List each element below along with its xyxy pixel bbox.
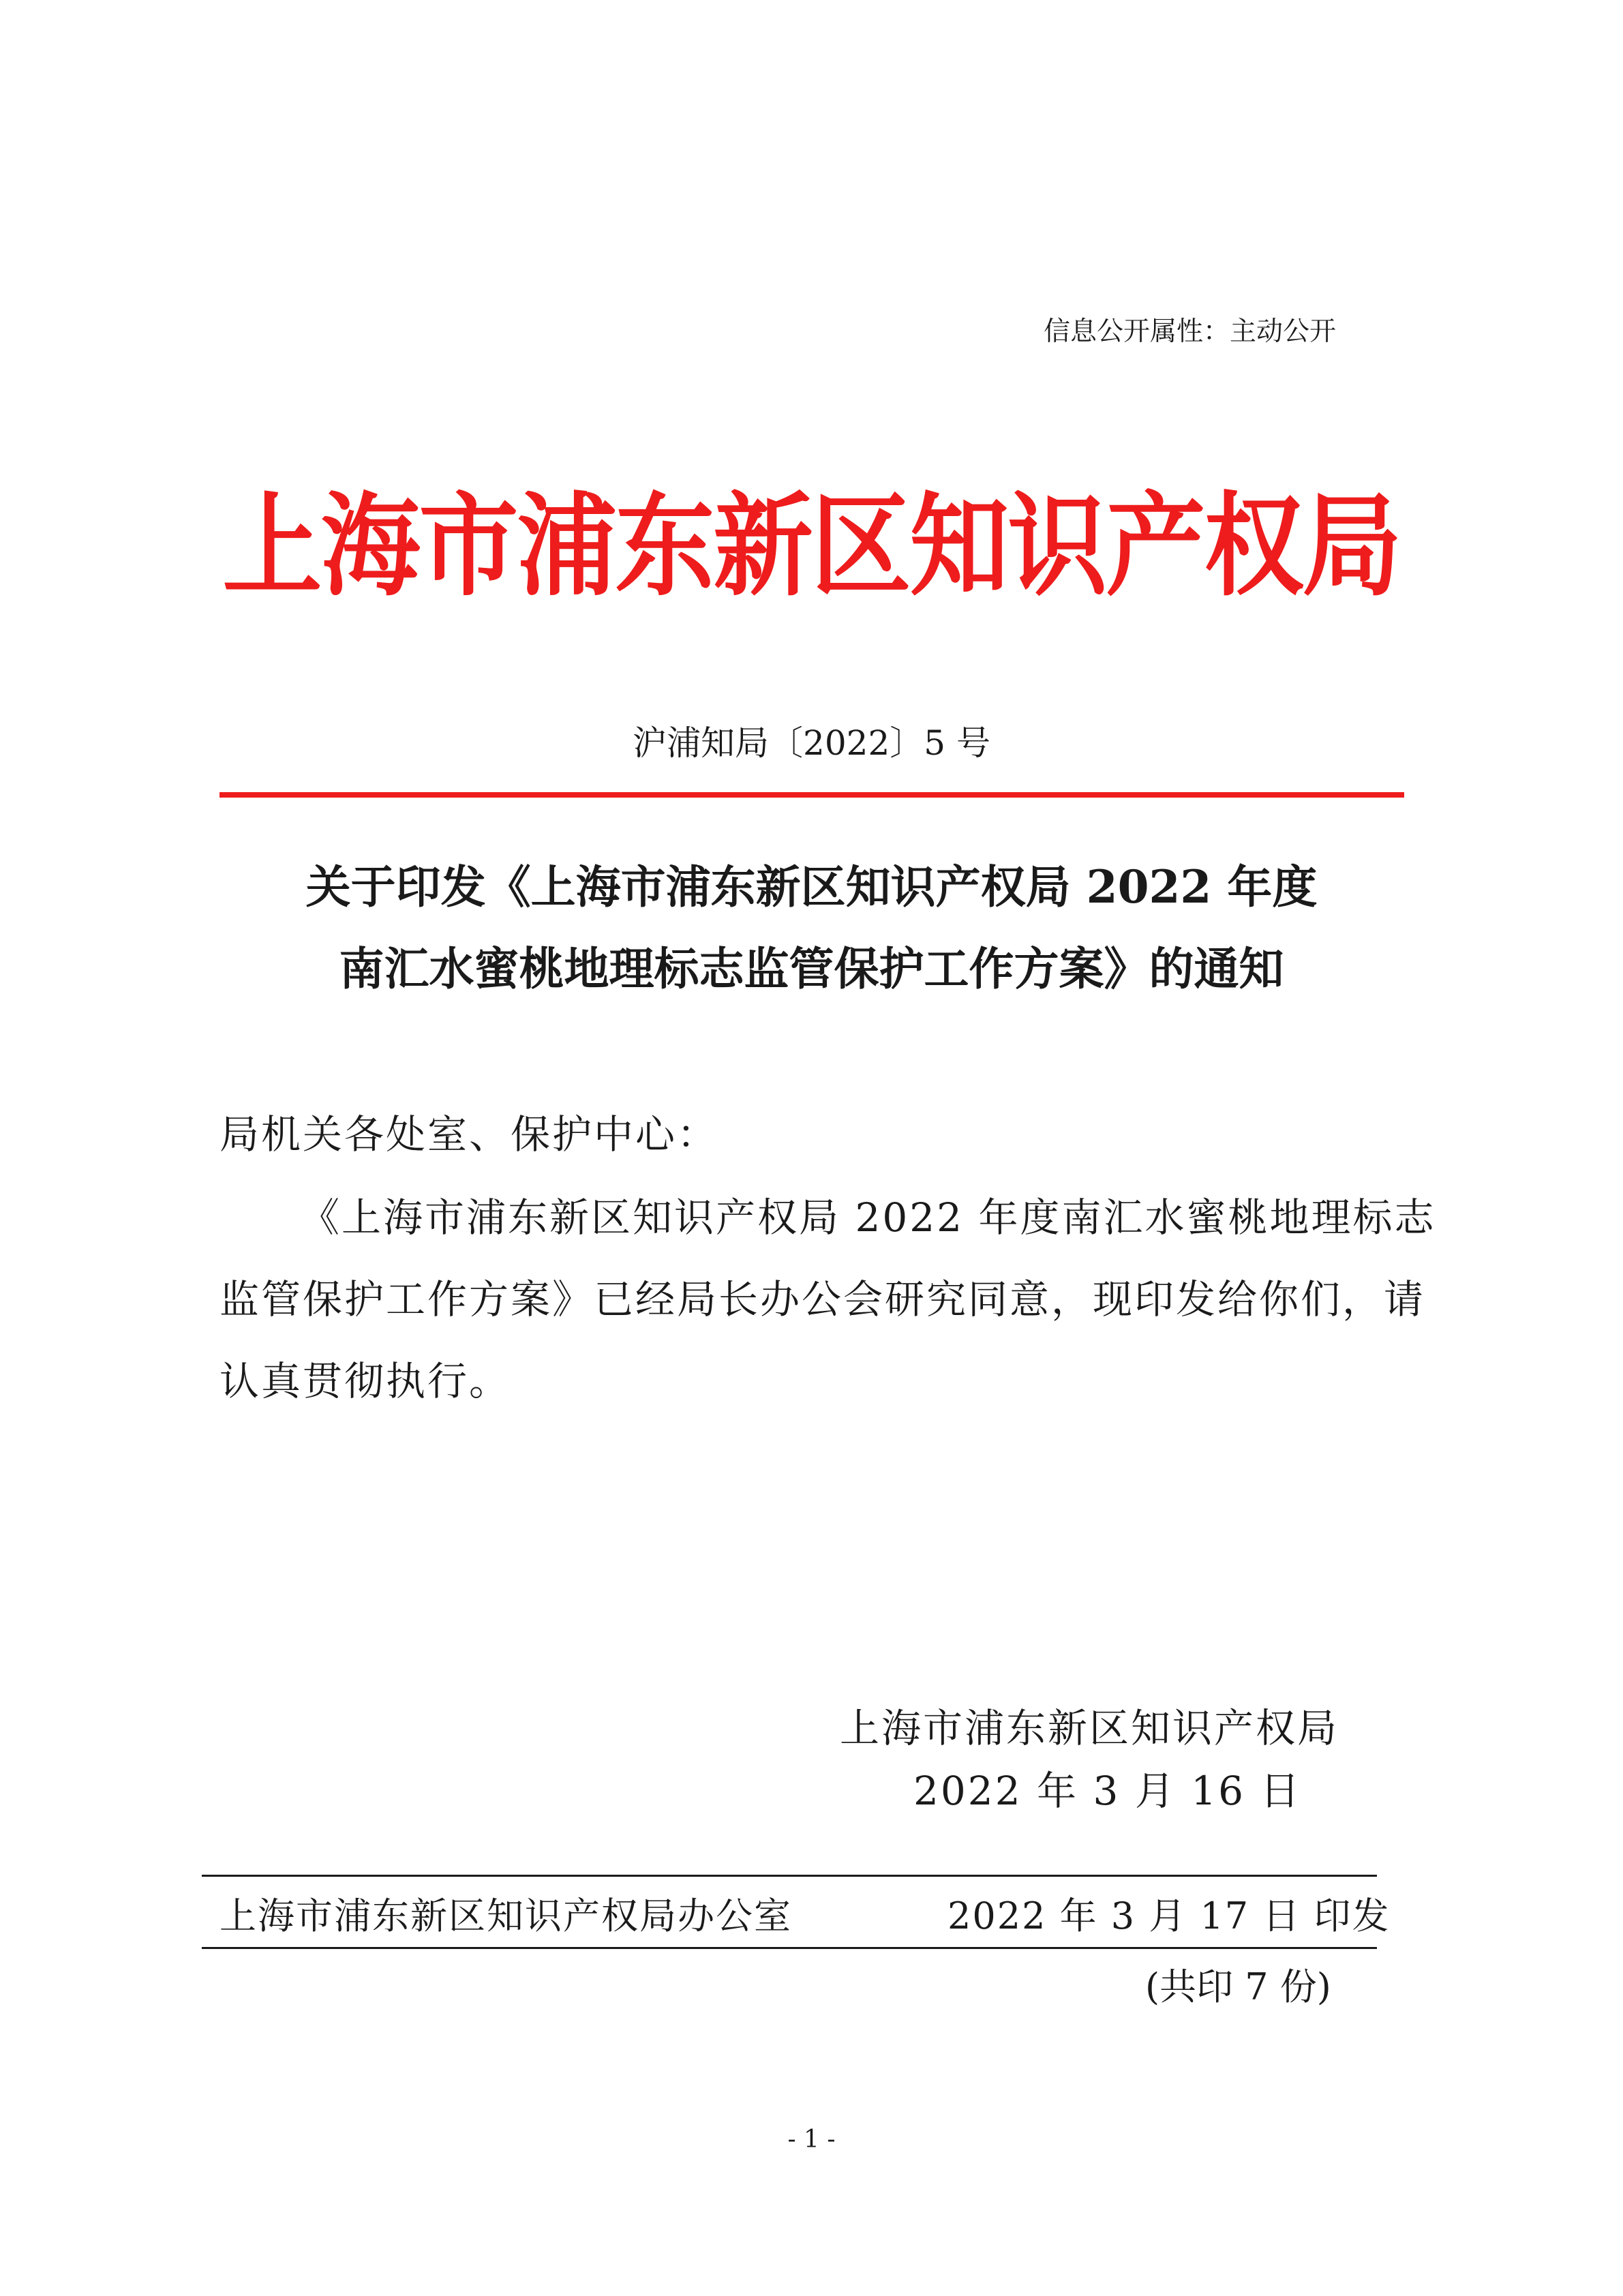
body-paragraph-line-1: 《上海市浦东新区知识产权局 2022 年度南汇水蜜桃地理标志 bbox=[300, 1194, 1436, 1241]
copies-count: (共印 7 份) bbox=[1145, 1965, 1331, 2008]
body-paragraph-line-3: 认真贯彻执行。 bbox=[219, 1358, 511, 1404]
disclosure-attribute: 信息公开属性：主动公开 bbox=[1043, 316, 1336, 347]
signature-agency: 上海市浦东新区知识产权局 bbox=[840, 1705, 1339, 1751]
document-number: 沪浦知局〔2022〕5 号 bbox=[633, 723, 990, 763]
salutation: 局机关各处室、保护中心： bbox=[219, 1111, 719, 1158]
footer-top-rule bbox=[202, 1875, 1377, 1877]
document-title-line-2: 南汇水蜜桃地理标志监管保护工作方案》的通知 bbox=[339, 942, 1284, 995]
issue-date: 2022 年 3 月 17 日 印发 bbox=[947, 1894, 1391, 1937]
agency-letterhead: 上海市浦东新区知识产权局 bbox=[222, 481, 1401, 611]
body-paragraph-line-2: 监管保护工作方案》已经局长办公会研究同意，现印发给你们，请 bbox=[219, 1276, 1426, 1323]
document-title-line-1: 关于印发《上海市浦东新区知识产权局 2022 年度 bbox=[305, 860, 1318, 913]
page-number: - 1 - bbox=[787, 2126, 836, 2154]
signature-date: 2022 年 3 月 16 日 bbox=[913, 1768, 1302, 1814]
red-separator-line bbox=[219, 792, 1404, 798]
issuing-office: 上海市浦东新区知识产权局办公室 bbox=[219, 1894, 792, 1937]
footer-bottom-rule bbox=[202, 1947, 1377, 1949]
